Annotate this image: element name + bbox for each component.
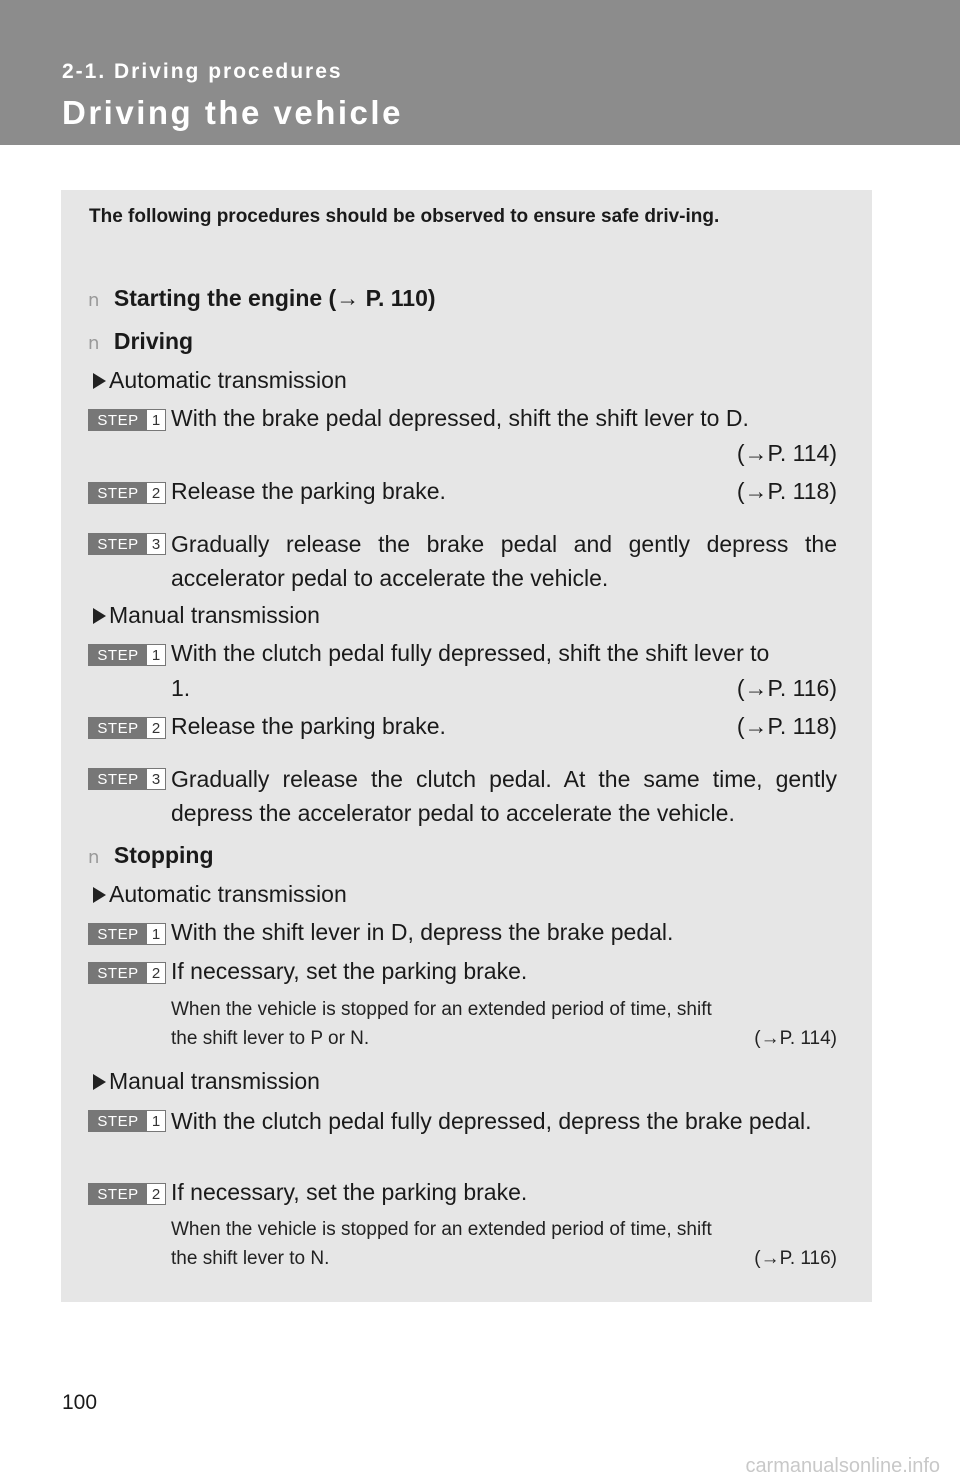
section-label: 2-1. Driving procedures bbox=[62, 60, 343, 83]
step-text: If necessary, set the parking brake. bbox=[171, 1179, 528, 1205]
step-text: Release the parking brake. bbox=[171, 478, 446, 504]
intro-text: The following procedures should be observed to ensure safe driv-ing. bbox=[89, 206, 720, 227]
step-text: If necessary, set the parking brake. bbox=[171, 958, 528, 984]
watermark: carmanualsonline.info bbox=[745, 1455, 940, 1477]
page-ref: (→P. 118) bbox=[736, 713, 837, 739]
note-text: When the vehicle is stopped for an extended period of time, shift bbox=[171, 999, 712, 1020]
triangle-icon bbox=[93, 608, 106, 624]
step-badge: STEP 1 bbox=[88, 409, 166, 431]
step-text: Gradually release the brake pedal and gently depress the accelerator pedal to accelerate the vehicle. bbox=[171, 531, 837, 591]
starting-title: Starting the engine ( bbox=[113, 285, 337, 311]
step-badge: STEP 3 bbox=[88, 533, 166, 555]
step-badge: STEP 1 bbox=[88, 923, 166, 945]
bullet-icon: n bbox=[88, 847, 100, 868]
driving-auto-label: Automatic transmission bbox=[93, 367, 347, 394]
step-badge: STEP 2 bbox=[88, 717, 166, 739]
driving-manual-label: Manual transmission bbox=[93, 602, 320, 629]
triangle-icon bbox=[93, 1074, 106, 1090]
step-badge: STEP 1 bbox=[88, 1110, 166, 1132]
step-text: 1. bbox=[171, 675, 191, 701]
step-text: With the clutch pedal fully depressed, depress the brake pedal. bbox=[171, 1108, 812, 1134]
step-text: With the shift lever in D, depress the brake pedal. bbox=[171, 919, 674, 945]
note-text: When the vehicle is stopped for an extended period of time, shift bbox=[171, 1219, 712, 1240]
bullet-icon: n bbox=[88, 290, 100, 311]
page-title: Driving the vehicle bbox=[62, 94, 403, 131]
triangle-icon bbox=[93, 887, 106, 903]
stopping-auto-label: Automatic transmission bbox=[93, 881, 347, 908]
starting-heading bbox=[88, 285, 436, 312]
driving-heading bbox=[88, 328, 193, 355]
bullet-icon: n bbox=[88, 333, 100, 354]
step-text: Gradually release the clutch pedal. At the same time, gently depress the accelerator pedal to accelerate the vehicle. bbox=[171, 766, 837, 826]
stopping-title: Stopping bbox=[113, 842, 214, 868]
page-ref: (→P. 114) bbox=[754, 1028, 837, 1049]
arrow-icon: → bbox=[336, 285, 360, 311]
page-ref: (→P. 116) bbox=[736, 675, 837, 701]
triangle-icon bbox=[93, 373, 106, 389]
header-bar bbox=[0, 0, 960, 145]
step-text: With the clutch pedal fully depressed, shift the shift lever to bbox=[171, 640, 770, 666]
page-ref: (→P. 116) bbox=[754, 1248, 837, 1269]
step-badge: STEP 2 bbox=[88, 962, 166, 984]
page-number: 100 bbox=[62, 1391, 98, 1414]
step-text: With the brake pedal depressed, shift the shift lever to D. bbox=[171, 405, 749, 431]
note-text: the shift lever to P or N. bbox=[171, 1028, 370, 1049]
step-badge: STEP 1 bbox=[88, 644, 166, 666]
step-text: Release the parking brake. bbox=[171, 713, 446, 739]
page-ref: (→P. 114) bbox=[736, 440, 837, 466]
stopping-heading bbox=[88, 842, 214, 869]
stopping-manual-label: Manual transmission bbox=[93, 1068, 320, 1095]
step-badge: STEP 2 bbox=[88, 482, 166, 504]
page-ref: (→P. 118) bbox=[736, 478, 837, 504]
starting-ref: P. 110) bbox=[359, 285, 436, 311]
step-badge: STEP 3 bbox=[88, 768, 166, 790]
note-text: the shift lever to N. bbox=[171, 1248, 330, 1269]
step-badge: STEP 2 bbox=[88, 1183, 166, 1205]
driving-title: Driving bbox=[113, 328, 194, 354]
